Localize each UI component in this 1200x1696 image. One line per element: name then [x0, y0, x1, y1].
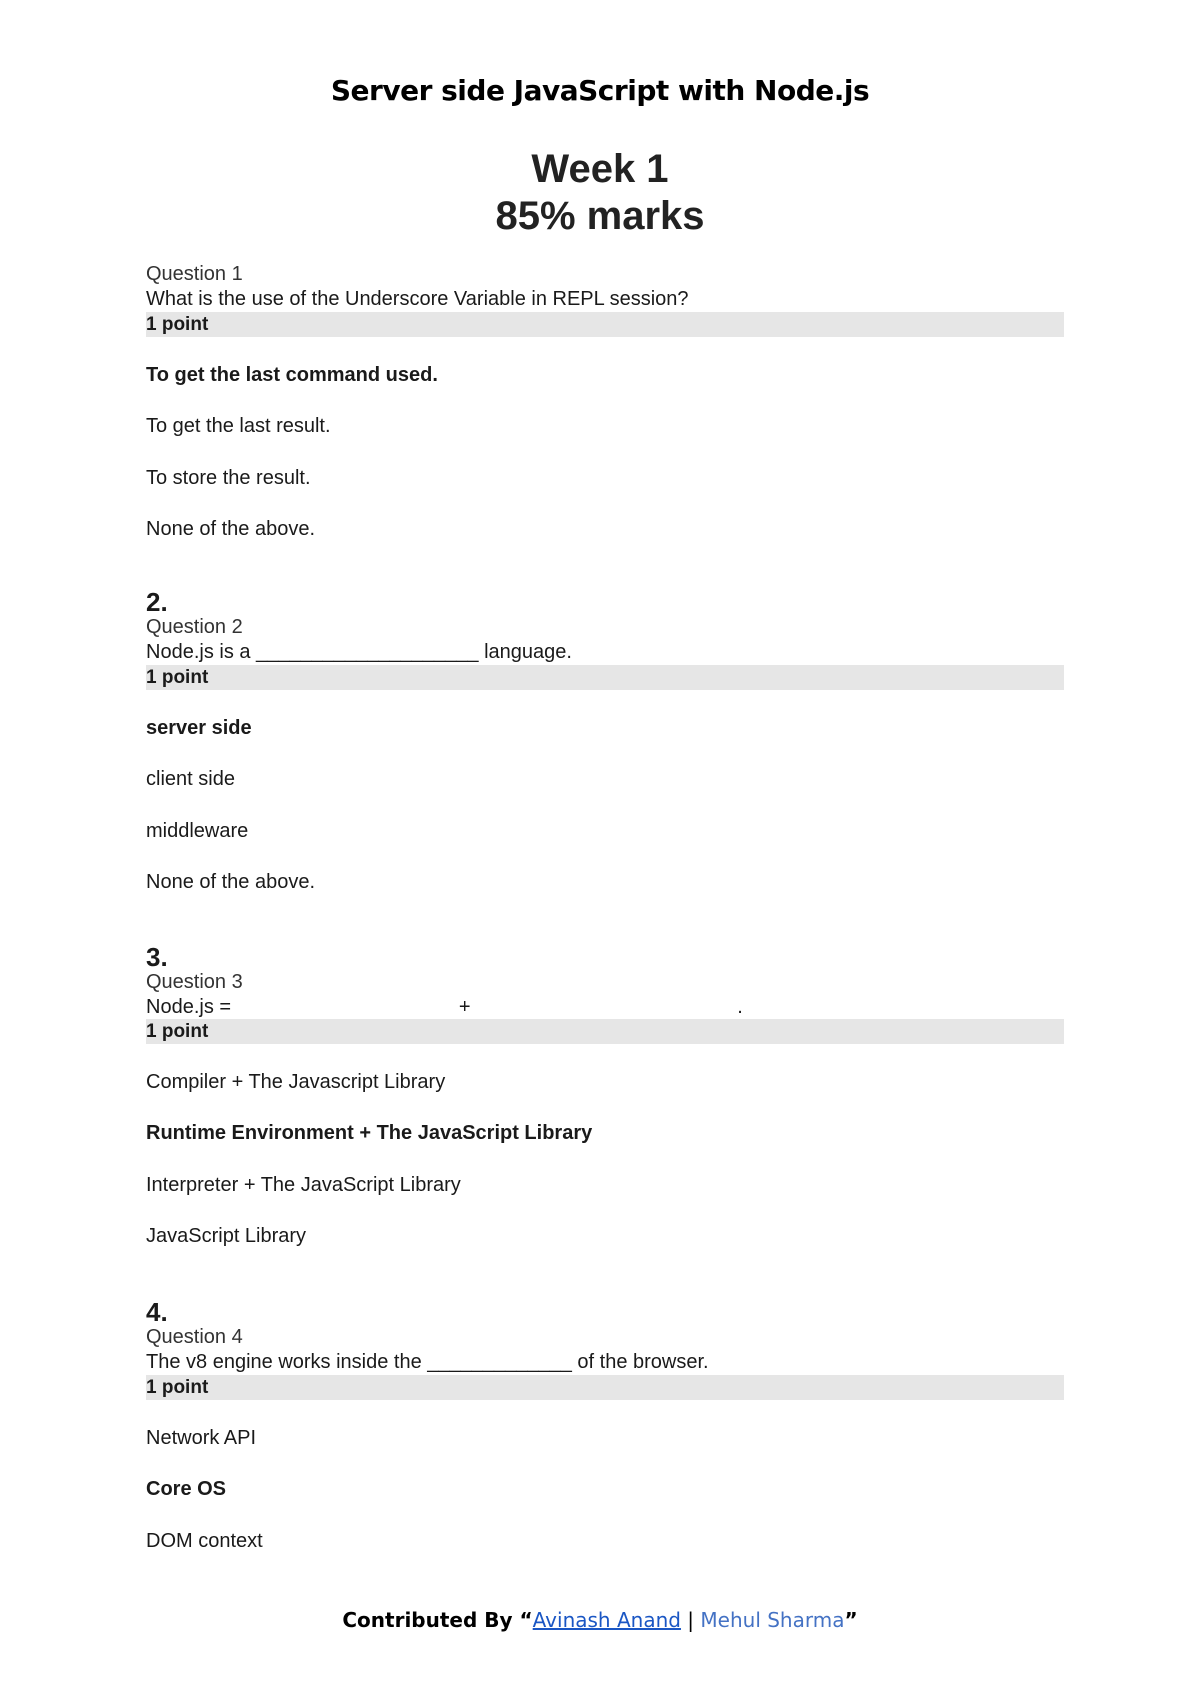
points-bar: 1 point [146, 1375, 1064, 1400]
answer-option[interactable]: None of the above. [146, 871, 316, 893]
answer-option[interactable]: None of the above. [146, 518, 316, 540]
answer-option[interactable]: DOM context [146, 1530, 263, 1552]
author-link-avinash[interactable]: Avinash Anand [532, 1608, 681, 1632]
footer-suffix: ” [844, 1608, 858, 1632]
answer-option[interactable]: To store the result. [146, 467, 311, 489]
footer-separator: | [680, 1608, 701, 1632]
marks-label: 85% marks [495, 194, 705, 238]
question-number: 4. [146, 1297, 168, 1327]
points-bar: 1 point [146, 665, 1064, 690]
author-name-mehul: Mehul Sharma [700, 1608, 845, 1632]
week-heading [0, 146, 1200, 240]
question-text: The v8 engine works inside the _____________ of the browser. [146, 1351, 709, 1373]
question-text: What is the use of the Underscore Variable in REPL session? [146, 288, 689, 310]
answer-option[interactable]: middleware [146, 820, 249, 842]
answer-option[interactable]: Interpreter + The JavaScript Library [146, 1174, 461, 1196]
answer-option[interactable]: server side [146, 717, 252, 739]
question-label: Question 1 [146, 263, 243, 285]
answer-option[interactable]: Core OS [146, 1478, 227, 1500]
answer-option[interactable]: Runtime Environment + The JavaScript Library [146, 1122, 593, 1144]
question-text: Node.js is a ____________________ language. [146, 641, 572, 663]
contributors-footer [0, 1608, 1200, 1632]
question-label: Question 2 [146, 616, 243, 638]
points-bar: 1 point [146, 312, 1064, 337]
answer-option[interactable]: Network API [146, 1427, 257, 1449]
question-text: Node.js = + . [146, 996, 743, 1018]
points-bar: 1 point [146, 1019, 1064, 1044]
answer-option[interactable]: JavaScript Library [146, 1225, 307, 1247]
answer-option[interactable]: To get the last result. [146, 415, 331, 437]
answer-option[interactable]: Compiler + The Javascript Library [146, 1071, 446, 1093]
footer-prefix: Contributed By “ [342, 1608, 533, 1632]
answer-option[interactable]: To get the last command used. [146, 364, 438, 386]
question-number: 3. [146, 942, 168, 972]
question-label: Question 3 [146, 971, 243, 993]
answer-option[interactable]: client side [146, 768, 235, 790]
question-label: Question 4 [146, 1326, 243, 1348]
week-label: Week 1 [531, 147, 669, 191]
question-number: 2. [146, 587, 168, 617]
document-title: Server side JavaScript with Node.js [330, 74, 870, 107]
